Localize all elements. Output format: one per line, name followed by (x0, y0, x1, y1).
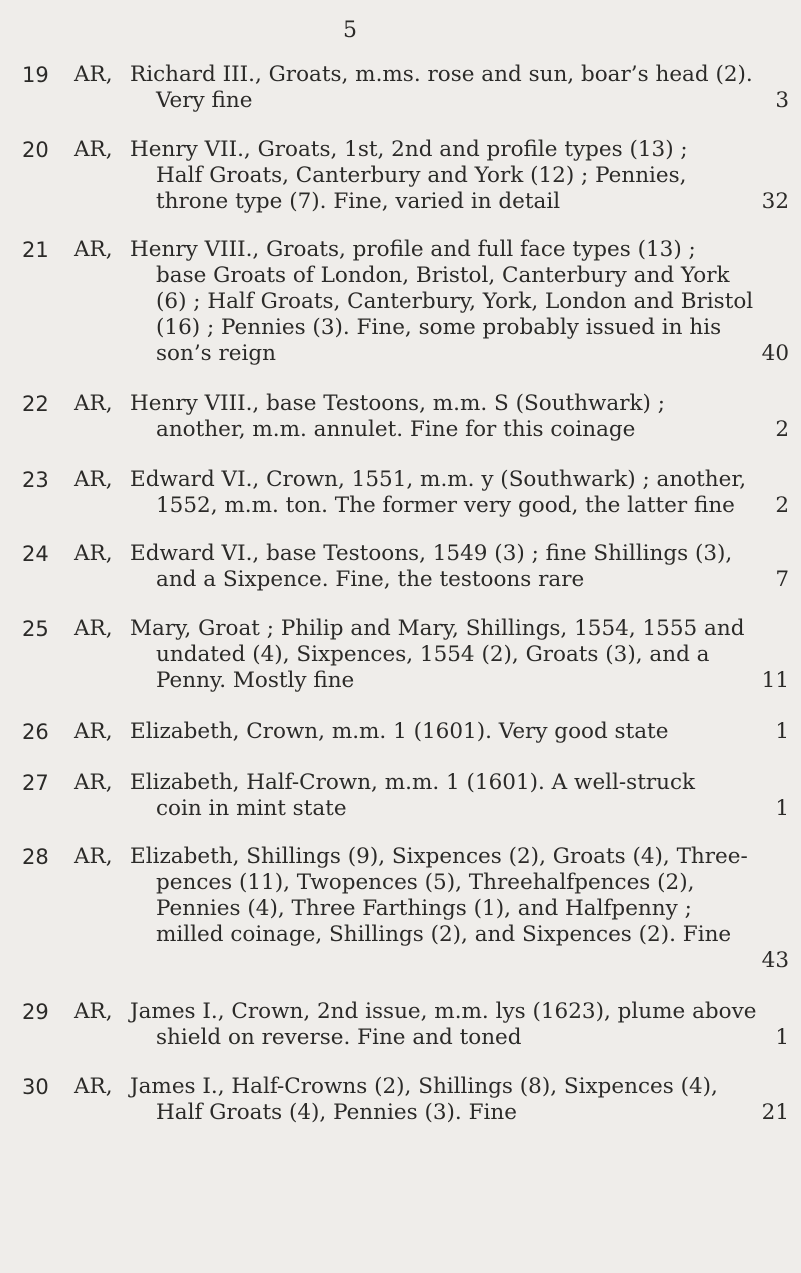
metal-abbrev: AR, (74, 719, 113, 744)
lot-number: 29 (22, 1000, 49, 1024)
metal-abbrev: AR, (74, 999, 113, 1024)
lot-entry (0, 237, 801, 367)
lot-entry (0, 62, 801, 114)
description-line: Elizabeth, Crown, m.m. 1 (1601). Very good state (130, 719, 669, 744)
lot-description (130, 237, 792, 367)
description-line: Henry VIII., base Testoons, m.m. S (Southwark) ; (130, 391, 665, 416)
lot-number: 23 (22, 468, 49, 492)
lot-number: 28 (22, 845, 49, 869)
lot-number: 22 (22, 392, 49, 416)
description-line: (6) ; Half Groats, Canterbury, York, London and Bristol (156, 289, 754, 314)
lot-entry (0, 541, 801, 593)
lot-estimate: 11 (761, 668, 789, 693)
description-line: coin in mint state (156, 796, 347, 821)
lot-description (130, 62, 792, 114)
lot-entry (0, 616, 801, 694)
lot-entry (0, 467, 801, 519)
lot-description (130, 616, 792, 694)
description-line: Half Groats (4), Pennies (3). Fine (156, 1100, 517, 1125)
description-line: and a Sixpence. Fine, the testoons rare (156, 567, 585, 592)
lot-number: 24 (22, 542, 49, 566)
lot-estimate: 1 (775, 1025, 789, 1050)
lot-estimate: 1 (775, 719, 789, 744)
description-line: Half Groats, Canterbury and York (12) ; Pennies, (156, 163, 687, 188)
lot-entry (0, 999, 801, 1051)
lot-description (130, 770, 792, 822)
lot-number: 30 (22, 1075, 49, 1099)
metal-abbrev: AR, (74, 1074, 113, 1099)
metal-abbrev: AR, (74, 62, 113, 87)
description-line: Pennies (4), Three Farthings (1), and Halfpenny ; (156, 896, 692, 921)
lot-number: 26 (22, 720, 49, 744)
lot-description (130, 391, 792, 443)
description-line: James I., Crown, 2nd issue, m.m. lys (1623), plume above (130, 999, 757, 1024)
lot-number: 20 (22, 138, 49, 162)
description-line: Elizabeth, Half-Crown, m.m. 1 (1601). A well-struck (130, 770, 696, 795)
lot-description (130, 719, 792, 745)
lot-estimate: 40 (761, 341, 789, 366)
page-number: 5 (343, 18, 357, 43)
description-line: Edward VI., base Testoons, 1549 (3) ; fine Shillings (3), (130, 541, 733, 566)
description-line: Very fine (156, 88, 253, 113)
description-line: Elizabeth, Shillings (9), Sixpences (2), Groats (4), Three- (130, 844, 748, 869)
lot-estimate: 2 (775, 493, 789, 518)
description-line: pences (11), Twopences (5), Threehalfpences (2), (156, 870, 695, 895)
lot-entry (0, 770, 801, 822)
description-line: throne type (7). Fine, varied in detail (156, 189, 561, 214)
metal-abbrev: AR, (74, 467, 113, 492)
description-line: Henry VIII., Groats, profile and full face types (13) ; (130, 237, 696, 262)
metal-abbrev: AR, (74, 616, 113, 641)
metal-abbrev: AR, (74, 237, 113, 262)
metal-abbrev: AR, (74, 541, 113, 566)
metal-abbrev: AR, (74, 770, 113, 795)
description-line: another, m.m. annulet. Fine for this coinage (156, 417, 636, 442)
lot-estimate: 21 (761, 1100, 789, 1125)
description-line: undated (4), Sixpences, 1554 (2), Groats (3), and a (156, 642, 710, 667)
lot-number: 25 (22, 617, 49, 641)
description-line: Henry VII., Groats, 1st, 2nd and profile types (13) ; (130, 137, 688, 162)
lot-entry (0, 719, 801, 745)
lot-number: 21 (22, 238, 49, 262)
lot-estimate: 1 (775, 796, 789, 821)
metal-abbrev: AR, (74, 844, 113, 869)
lot-entry (0, 1074, 801, 1126)
description-line: base Groats of London, Bristol, Canterbury and York (156, 263, 730, 288)
description-line: James I., Half-Crowns (2), Shillings (8), Sixpences (4), (130, 1074, 718, 1099)
lot-description (130, 137, 792, 215)
description-line: Mary, Groat ; Philip and Mary, Shillings, 1554, 1555 and (130, 616, 745, 641)
lot-estimate: 3 (775, 88, 789, 113)
lot-description (130, 999, 792, 1051)
description-line: (16) ; Pennies (3). Fine, some probably issued in his (156, 315, 722, 340)
lot-estimate: 2 (775, 417, 789, 442)
description-line: shield on reverse. Fine and toned (156, 1025, 522, 1050)
lot-description (130, 844, 792, 948)
lot-description (130, 541, 792, 593)
description-line: Richard III., Groats, m.ms. rose and sun, boar’s head (2). (130, 62, 753, 87)
lot-description (130, 467, 792, 519)
description-line: Edward VI., Crown, 1551, m.m. y (Southwark) ; another, (130, 467, 747, 492)
lot-estimate: 7 (775, 567, 789, 592)
lot-estimate: 43 (761, 948, 789, 973)
lot-number: 19 (22, 63, 49, 87)
metal-abbrev: AR, (74, 137, 113, 162)
lot-description (130, 1074, 792, 1126)
lot-entry (0, 137, 801, 215)
description-line: milled coinage, Shillings (2), and Sixpences (2). Fine (156, 922, 732, 947)
lot-estimate: 32 (761, 189, 789, 214)
lot-entry (0, 844, 801, 974)
metal-abbrev: AR, (74, 391, 113, 416)
lot-entry (0, 391, 801, 443)
description-line: Penny. Mostly fine (156, 668, 355, 693)
description-line: 1552, m.m. ton. The former very good, the latter fine (156, 493, 735, 518)
lot-number: 27 (22, 771, 49, 795)
description-line: son’s reign (156, 341, 277, 366)
